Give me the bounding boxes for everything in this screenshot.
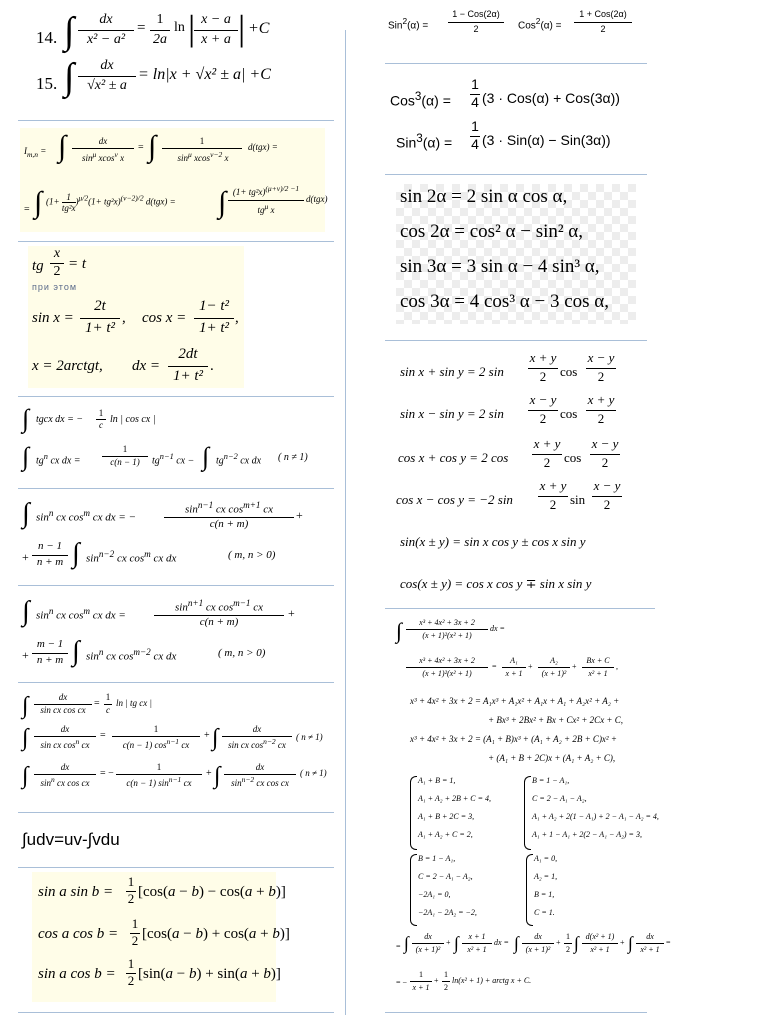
product-to-sum: sin a sin b = 1 2 [cos(a − b) − cos(a + b)] cos a cos b = 1 2 [cos(a − b) + cos(a + b)] sin a cos b = 1 2 [sin(a − b) + sin(a + b)] <box>32 872 276 1002</box>
universal-substitution: tg x 2 = t при этом sin x = 2t 1+ t² , cos x = 1− t² 1+ t² , x = 2arctgt, dx = 2dt 1+ t² . <box>28 246 244 388</box>
formula-14-label: 14. <box>36 28 58 47</box>
sincos-integrals: ∫ dx sin cx cos cx = 1 c ln | tg cx | ∫ dx sin cx $\cos^n$ cx = 1 c(n − 1) $\cos^{n-1}$ cx + ∫ dx sin cx $\cos^{n-2}$ cx ( n ≠ 1) ∫ dx $\sin^n$ cx cos cx = − 1 c(n − 1) $\sin^{n-1}$ cx + ∫ dx $\sin^{n-2}$ cx cos cx ( n ≠ 1) <box>22 692 327 789</box>
divider <box>18 120 334 121</box>
divider <box>18 396 334 397</box>
divider <box>385 63 647 64</box>
divider <box>18 812 334 813</box>
tangent-integrals: ∫ tgcx dx = − 1 c ln | cos cx | ∫ $tg^n$ cx dx = 1 c(n − 1) $tg^{n-1}$ cx − ∫ $tg^{n-2}$ cx dx ( n ≠ 1) <box>22 404 308 471</box>
divider <box>18 488 334 489</box>
partial-fractions-example: ∫ x³ + 4x² + 3x + 2 (x + 1)²(x² + 1) dx = x³ + 4x² + 3x + 2 (x + 1)²(x² + 1) = A₁ x + 1 + A₂ (x + 1)² + Bx + C x² + 1 , x³ + 4x² + 3x + 2 = A₁x³ + A₁x² + A₁x + A₁ + A₂x² + A₂ + + Bx³ + 2Bx² + Bx + Cx² + 2Cx + C, x³ + 4x² + 3x + 2 = (A₁ + B)x³ + (A₁ + A₂ + 2B + C)x² + + (A₁ + B + 2C)x + (A₁ + A₂ + C), A₁ + B = 1, A₁ + A₂ + 2B + C = 4, A₁ + B + 2C = 3, A₁ + A₂ + C = 2, B = 1 − A₁, C = 2 − A₁ − A₂, A₁ + A₂ + 2(1 − A₁) + 2 − A₁ − A₂ = 4, A₁ + 1 − A₁ + 2(2 − A₁ − A₂) = 3, B = 1 − A₁, C = 2 − A₁ − A₂, −2A₁ = 0, −2A₁ − 2A₂ = −2, A₁ = 0, A₂ = 1, B = 1, C = 1. = ∫ dx (x + 1)² + ∫ x + 1 x² + 1 dx = ∫ dx (x + 1)² + 1 2 ∫ d(x² + 1) x² + 1 + ∫ dx x² + 1 = = − 1 x + 1 + 1 2 ln(x² + 1) + arctg x + C. <box>396 618 671 992</box>
sum-to-product: sin x + sin y = 2 sin x + y 2 cos x − y 2 sin x − sin y = 2 sin x − y 2 cos x + y 2 cos x + cos y = 2 cos x + y 2 cos x − y 2 cos x − cos y = −2 sin x + y 2 sin x − y 2 sin(x ± y) = sin x cos y ± cos x sin y cos(x ± y) = cos x cos y ∓ sin x sin y <box>396 350 621 591</box>
divider <box>18 585 334 586</box>
multiple-angle-formulas: sin 2α = 2 sin α cos α, cos 2α = cos² α − sin² α, sin 3α = 3 sin α − 4 sin³ α, cos 3α = 4 cos³ α − 3 cos α, <box>396 184 636 324</box>
substitution-note: при этом <box>32 282 78 292</box>
divider <box>18 241 334 242</box>
integration-by-parts: ∫udv=uv-∫vdu <box>22 830 120 849</box>
reduction-I-mn: $I_{m,n}$ = ∫ dx $\sin^\mu xcos^\nu$ x = ∫ 1 $\sin^\mu xcos^{\nu-2}$ x d(tgx) = = ∫ (1+ $\frac{1}{\text{tg²x}}$ )$^{\mu/2}(1+ tg^2x)^{(\nu-2)/2}$ d(tgx) = ∫ $(1+ tg^2x)^{(\mu+\nu)/2 -1}$ $tg^\mu$ x d(tgx) <box>20 128 325 232</box>
divider <box>18 867 334 868</box>
sin-cos-reduction-2: ∫ $\sin^n$ cx $\cos^m$ cx dx = $\sin^{n+1}$ cx $\cos^{m-1}$ cx c(n + m) + + m − 1 n + m ∫ $\sin^n$ cx $\cos^{m-2}$ cx dx ( m, n > 0) <box>22 596 295 667</box>
square-formulas: Sin$^2$(α) = 1 − Cos(2α) 2 Cos$^2$(α) = 1 + Cos(2α) 2 <box>388 6 658 46</box>
column-divider <box>345 30 346 1015</box>
divider <box>385 608 655 609</box>
cube-formulas: Cos$^3$(α) = 1 4 (3 · Cos(α) + Cos(3α)) Sin$^3$(α) = 1 4 (3 · Sin(α) − Sin(3α)) <box>390 76 620 152</box>
integrals-14-15: 14. ∫ dx x² − a² = 1 2a ln | x − a x + a | +C 15. ∫ dx √x² ± a = ln|x + √x² ± a| +C <box>36 8 271 98</box>
divider <box>385 340 647 341</box>
sin-cos-reduction-1: ∫ $\sin^n$ cx $\cos^m$ cx dx = − $\sin^{n-1}$ cx $\cos^{m+1}$ cx c(n + m) + + n − 1 n + m ∫ $\sin^{n-2}$ cx $\cos^m$ cx dx ( m, n > 0) <box>22 498 303 569</box>
formula-15-label: 15. <box>36 74 58 93</box>
divider <box>385 1012 647 1013</box>
divider <box>385 174 647 175</box>
divider <box>18 682 334 683</box>
divider <box>18 1012 334 1013</box>
